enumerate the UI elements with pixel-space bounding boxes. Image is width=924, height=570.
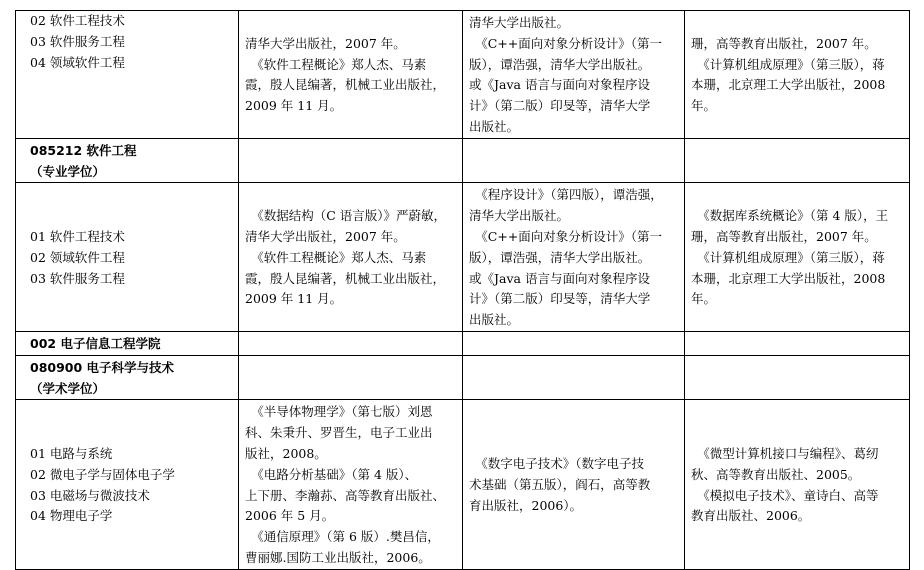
reference-line: 珊，高等教育出版社，2007 年。	[691, 35, 877, 51]
table-row	[16, 11, 910, 139]
empty-cell	[463, 331, 685, 355]
reference-books-cell	[239, 183, 463, 332]
reference-line: 《数据结构（C 语言版）》严蔚敏，	[245, 208, 447, 224]
reference-line: 《程序设计》（第四版），谭浩强，	[469, 187, 663, 203]
empty-cell	[239, 331, 463, 355]
reference-line: 计》（第二版）印旻等，清华大学	[469, 98, 651, 114]
empty-cell	[239, 355, 463, 400]
reference-line: 教育出版社、2006。	[691, 508, 811, 524]
program-title: 080900 电子科学与技术	[30, 359, 175, 375]
major-item: 02 微电子学与固体电子学	[30, 466, 175, 482]
reference-books-cell	[463, 400, 685, 569]
reference-line: 珊，高等教育出版社，2007 年。	[691, 228, 877, 244]
reference-line: 清华大学出版社，2007 年。	[245, 228, 406, 244]
reference-line: 《计算机组成原理》（第三版），蒋	[691, 56, 885, 72]
empty-cell	[463, 138, 685, 183]
reference-line: 《计算机组成原理》（第三版），蒋	[691, 249, 885, 265]
reference-line: 《C++面向对象分析设计》（第一	[469, 35, 663, 51]
major-item: 01 软件工程技术	[30, 228, 125, 244]
reference-line: 《软件工程概论》郑人杰、马素	[245, 249, 427, 265]
reference-line: 2009 年 11 月。	[245, 98, 343, 114]
table-row	[16, 400, 910, 569]
reference-line: 本珊，北京理工大学出版社，2008	[691, 270, 886, 286]
reference-line: 《微型计算机接口与编程》、葛纫	[691, 445, 879, 461]
major-list	[16, 183, 239, 332]
degree-type: （学术学位）	[30, 380, 106, 396]
reference-line: 《通信原理》（第 6 版）.樊昌信，	[245, 529, 440, 545]
reference-line: 清华大学出版社，2007 年。	[245, 35, 406, 51]
reference-line: 清华大学出版社。	[469, 208, 570, 224]
reference-line: 曹丽娜.国防工业出版社，2006。	[245, 549, 431, 565]
exam-reference-table	[15, 10, 910, 570]
major-list	[16, 11, 239, 139]
reference-line: 上下册、李瀚荪、高等教育出版社、	[245, 487, 446, 503]
major-item: 01 电路与系统	[30, 445, 113, 461]
reference-line: 《C++面向对象分析设计》（第一	[469, 228, 663, 244]
reference-line: 2009 年 11 月。	[245, 291, 343, 307]
table-row	[16, 331, 910, 355]
empty-cell	[239, 138, 463, 183]
program-title-cell	[16, 355, 239, 400]
major-item: 02 领域软件工程	[30, 249, 125, 265]
reference-line: 《电路分析基础》（第 4 版）、	[245, 466, 418, 482]
reference-books-cell	[685, 183, 910, 332]
college-title: 002 电子信息工程学院	[30, 335, 161, 351]
reference-line: 版），谭浩强，清华大学出版社。	[469, 249, 651, 265]
reference-line: 计》（第二版）印旻等，清华大学	[469, 291, 651, 307]
empty-cell	[685, 331, 910, 355]
reference-line: 《软件工程概论》郑人杰、马素	[245, 56, 427, 72]
reference-line: 出版社。	[469, 118, 520, 134]
empty-cell	[685, 355, 910, 400]
reference-line: 本珊，北京理工大学出版社，2008	[691, 77, 886, 93]
reference-line: 或《Java 语言与面向对象程序设	[469, 77, 650, 93]
reference-line: 或《Java 语言与面向对象程序设	[469, 270, 650, 286]
reference-line: 《数字电子技术》（数字电子技	[469, 456, 645, 472]
reference-line: 年。	[691, 291, 717, 307]
reference-books-cell	[463, 11, 685, 139]
reference-line: 出版社。	[469, 312, 520, 328]
major-item: 04 物理电子学	[30, 508, 113, 524]
reference-line: 霞，殷人昆编著，机械工业出版社，	[245, 77, 446, 93]
reference-line: 《模拟电子技术》、童诗白、高等	[691, 487, 879, 503]
program-title-cell	[16, 138, 239, 183]
reference-books-cell	[463, 183, 685, 332]
reference-books-cell	[685, 11, 910, 139]
reference-line: 清华大学出版社。	[469, 15, 570, 30]
major-item: 03 电磁场与微波技术	[30, 487, 150, 503]
table-row	[16, 138, 910, 183]
reference-books-cell	[239, 11, 463, 139]
college-title-cell	[16, 331, 239, 355]
major-item: 03 软件服务工程	[30, 270, 125, 286]
reference-line: 年。	[691, 98, 717, 114]
degree-type: （专业学位）	[30, 163, 106, 179]
reference-line: 科、朱秉升、罗晋生，电子工业出	[245, 425, 433, 441]
major-item: 02 软件工程技术	[30, 13, 125, 28]
reference-line: 《数据库系统概论》（第 4 版），王	[691, 208, 889, 224]
reference-books-cell	[239, 400, 463, 569]
major-item: 03 软件服务工程	[30, 33, 125, 49]
reference-line: 2006 年 5 月。	[245, 508, 335, 524]
major-item: 04 领域软件工程	[30, 54, 125, 70]
major-list	[16, 400, 239, 569]
reference-line: 霞，殷人昆编著，机械工业出版社，	[245, 270, 446, 286]
reference-books-cell	[685, 400, 910, 569]
table-row	[16, 183, 910, 332]
table-row	[16, 355, 910, 400]
reference-line: 《半导体物理学》（第七版）刘恩	[245, 404, 433, 420]
reference-line: 术基础（第五版），阎石，高等教	[469, 477, 651, 493]
reference-line: 版社，2008。	[245, 445, 327, 461]
reference-line: 育出版社，2006）。	[469, 497, 583, 513]
reference-line: 秋、高等教育出版社、2005。	[691, 466, 861, 482]
program-title: 085212 软件工程	[30, 142, 137, 158]
empty-cell	[463, 355, 685, 400]
reference-line: 版），谭浩强，清华大学出版社。	[469, 56, 651, 72]
empty-cell	[685, 138, 910, 183]
